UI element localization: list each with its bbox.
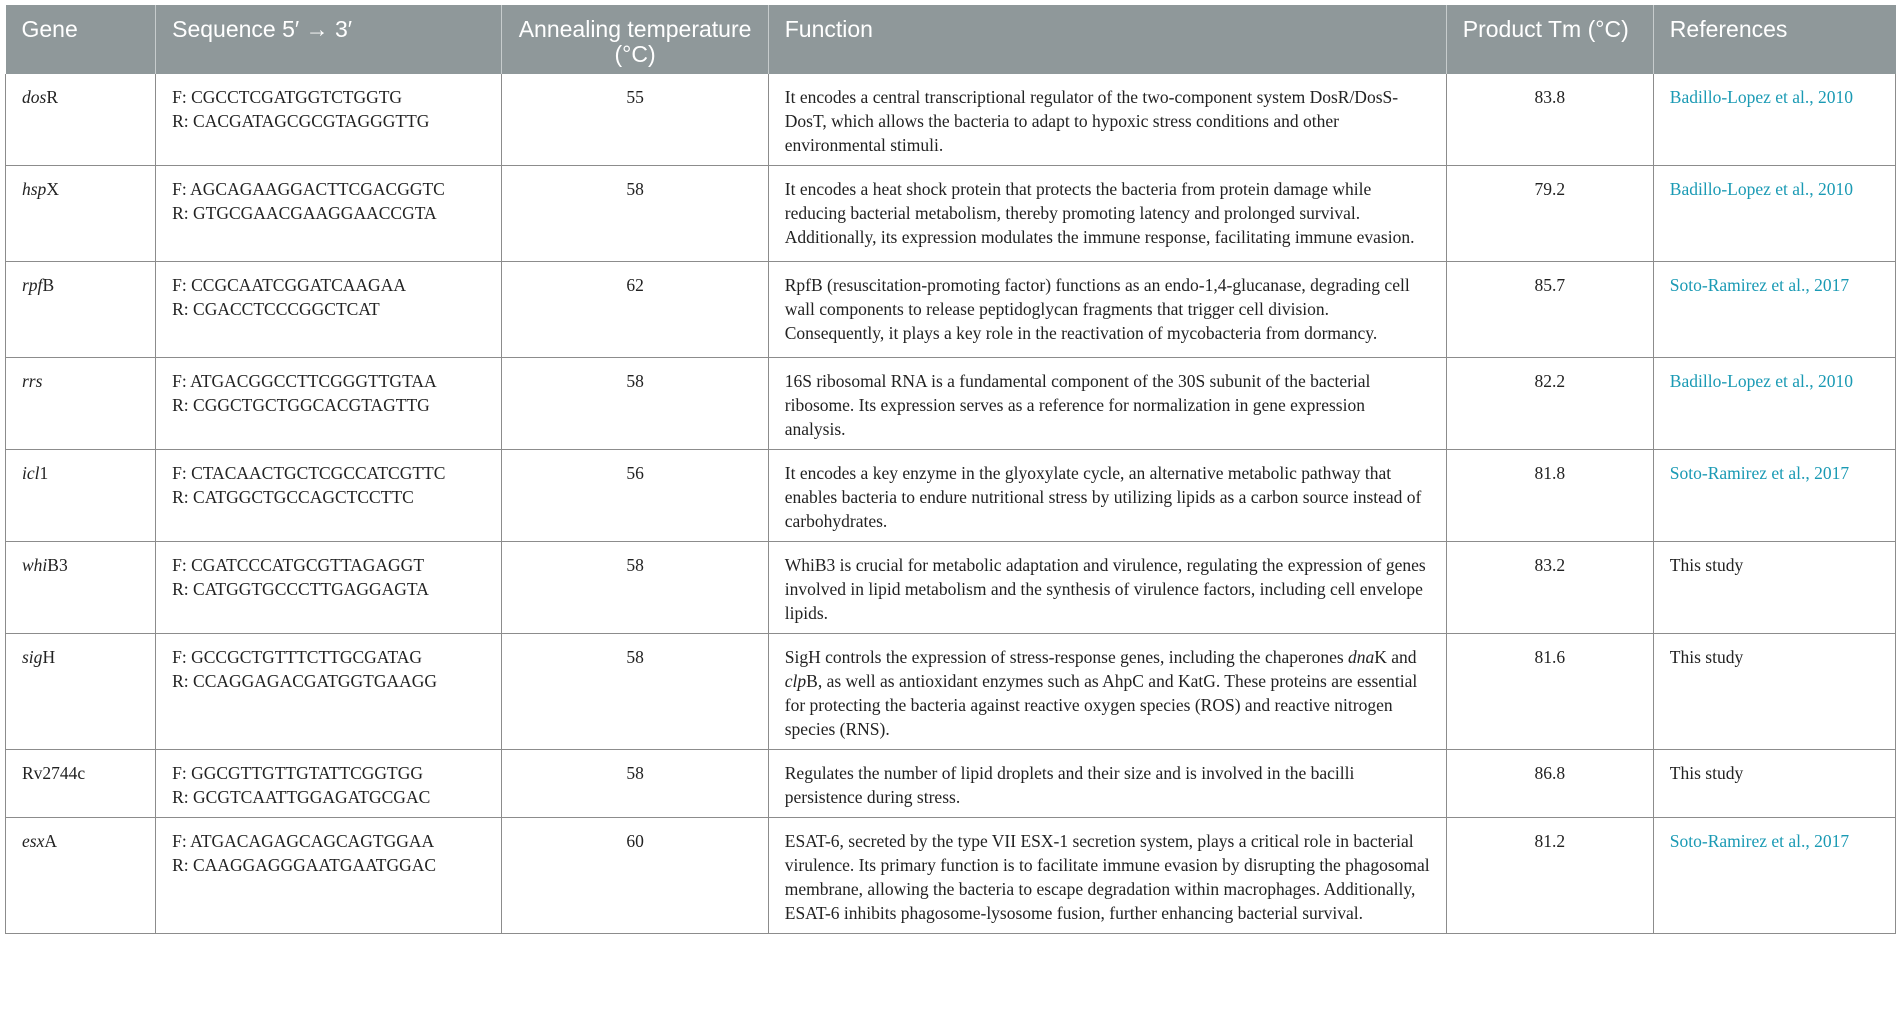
tm-cell: 79.2 xyxy=(1446,166,1653,262)
tm-cell: 81.8 xyxy=(1446,450,1653,542)
forward-primer: F: ATGACGGCCTTCGGGTTGTAA xyxy=(172,371,437,391)
function-cell: It encodes a central transcriptional regulator of the two-component system DosR/DosS-DosT, which allows the bacteria to adapt to hypoxic stress conditions and other environmental stimuli. xyxy=(768,74,1446,166)
function-cell xyxy=(768,634,1446,750)
reference-cell xyxy=(1653,358,1895,450)
header-row xyxy=(6,5,1896,74)
annealing-cell: 58 xyxy=(502,542,768,634)
forward-primer: F: CCGCAATCGGATCAAGAA xyxy=(172,275,406,295)
reverse-primer: R: GCGTCAATTGGAGATGCGAC xyxy=(172,787,431,807)
table-row xyxy=(6,166,1896,262)
reverse-primer: R: CGACCTCCCGGCTCAT xyxy=(172,299,380,319)
gene-name-italic: sig xyxy=(22,647,43,667)
sequence-cell xyxy=(156,542,502,634)
header-annealing: Annealing temperature (°C) xyxy=(502,5,768,74)
sequence-cell xyxy=(156,358,502,450)
annealing-cell: 58 xyxy=(502,166,768,262)
reference-cell xyxy=(1653,262,1895,358)
gene-cell xyxy=(6,542,156,634)
tm-cell: 83.8 xyxy=(1446,74,1653,166)
reference-link[interactable]: Soto-Ramirez et al., 2017 xyxy=(1669,463,1850,483)
tm-cell: 81.6 xyxy=(1446,634,1653,750)
header-function: Function xyxy=(768,5,1446,74)
function-cell: ESAT-6, secreted by the type VII ESX-1 secretion system, plays a critical role in bacterial virulence. Its primary function is to facilitate immune evasion by disrupting the phagosomal membrane, allowing the bacteria to escape degradation within macrophages. Additionally, ESAT-6 inhibits phagosome-lysosome fusion, further enhancing bacterial survival. xyxy=(768,818,1446,934)
header-references: References xyxy=(1653,5,1895,74)
gene-name-italic: icl xyxy=(22,463,40,483)
gene-name-suffix: 1 xyxy=(39,463,49,483)
function-gene-italic: dna xyxy=(1348,647,1375,667)
reference-text: This study xyxy=(1669,647,1744,667)
function-text-part: K and xyxy=(1374,647,1417,667)
header-sequence: Sequence 5′ → 3′ xyxy=(156,5,502,74)
tm-cell: 86.8 xyxy=(1446,750,1653,818)
table-row xyxy=(6,74,1896,166)
primer-table xyxy=(5,5,1896,934)
reference-cell xyxy=(1653,750,1895,818)
reference-text: This study xyxy=(1669,555,1744,575)
gene-name-suffix: B3 xyxy=(47,555,68,575)
sequence-cell xyxy=(156,450,502,542)
forward-primer: F: ATGACAGAGCAGCAGTGGAA xyxy=(172,831,435,851)
reverse-primer: R: CATGGCTGCCAGCTCCTTC xyxy=(172,487,414,507)
function-cell: It encodes a key enzyme in the glyoxylate cycle, an alternative metabolic pathway that enables bacteria to endure nutritional stress by utilizing lipids as a carbon source instead of carbohydrates. xyxy=(768,450,1446,542)
table-row xyxy=(6,358,1896,450)
reverse-primer: R: CAAGGAGGGAATGAATGGAC xyxy=(172,855,437,875)
tm-cell: 81.2 xyxy=(1446,818,1653,934)
reference-cell xyxy=(1653,542,1895,634)
header-product-tm: Product Tm (°C) xyxy=(1446,5,1653,74)
reference-link[interactable]: Badillo-Lopez et al., 2010 xyxy=(1669,87,1854,107)
gene-cell xyxy=(6,74,156,166)
gene-name-suffix: B xyxy=(42,275,55,295)
sequence-cell xyxy=(156,634,502,750)
forward-primer: F: GCCGCTGTTTCTTGCGATAG xyxy=(172,647,423,667)
function-gene-italic: clp xyxy=(784,671,807,691)
sequence-cell xyxy=(156,818,502,934)
reference-link[interactable]: Soto-Ramirez et al., 2017 xyxy=(1669,275,1850,295)
reference-cell xyxy=(1653,818,1895,934)
gene-name-suffix: X xyxy=(46,179,59,199)
table-row xyxy=(6,450,1896,542)
primer-table-container xyxy=(5,5,1896,934)
annealing-cell: 58 xyxy=(502,634,768,750)
function-cell: It encodes a heat shock protein that protects the bacteria from protein damage while reducing bacterial metabolism, thereby promoting latency and prolonged survival. Additionally, its expression modulates the immune response, facilitating immune evasion. xyxy=(768,166,1446,262)
gene-cell xyxy=(6,818,156,934)
reference-cell xyxy=(1653,166,1895,262)
table-row xyxy=(6,750,1896,818)
gene-name-suffix: Rv2744c xyxy=(22,763,86,783)
gene-name-italic: dos xyxy=(22,87,47,107)
reverse-primer: R: CCAGGAGACGATGGTGAAGG xyxy=(172,671,438,691)
annealing-cell: 55 xyxy=(502,74,768,166)
gene-name-italic: whi xyxy=(22,555,48,575)
sequence-cell xyxy=(156,166,502,262)
function-cell: RpfB (resuscitation-promoting factor) functions as an endo-1,4-glucanase, degrading cell wall components to release peptidoglycan fragments that trigger cell division. Consequently, it plays a key role in the reactivation of mycobacteria from dormancy. xyxy=(768,262,1446,358)
annealing-cell: 60 xyxy=(502,818,768,934)
gene-name-italic: rpf xyxy=(22,275,43,295)
gene-name-italic: esx xyxy=(22,831,45,851)
tm-cell: 82.2 xyxy=(1446,358,1653,450)
forward-primer: F: CTACAACTGCTCGCCATCGTTC xyxy=(172,463,446,483)
reverse-primer: R: CGGCTGCTGGCACGTAGTTG xyxy=(172,395,430,415)
gene-cell xyxy=(6,450,156,542)
table-row xyxy=(6,818,1896,934)
gene-cell xyxy=(6,166,156,262)
gene-cell xyxy=(6,750,156,818)
function-text-part: B, as well as antioxidant enzymes such as AhpC and KatG. These proteins are essential for protecting the bacteria against reactive oxygen species (ROS) and reactive nitrogen species (RNS). xyxy=(784,671,1418,739)
reference-link[interactable]: Badillo-Lopez et al., 2010 xyxy=(1669,371,1854,391)
header-gene: Gene xyxy=(6,5,156,74)
tm-cell: 83.2 xyxy=(1446,542,1653,634)
gene-name-italic: hsp xyxy=(22,179,47,199)
sequence-cell xyxy=(156,74,502,166)
gene-name-suffix: H xyxy=(42,647,56,667)
annealing-cell: 58 xyxy=(502,750,768,818)
forward-primer: F: AGCAGAAGGACTTCGACGGTC xyxy=(172,179,445,199)
forward-primer: F: CGCCTCGATGGTCTGGTG xyxy=(172,87,403,107)
reference-link[interactable]: Soto-Ramirez et al., 2017 xyxy=(1669,831,1850,851)
reverse-primer: R: CATGGTGCCCTTGAGGAGTA xyxy=(172,579,429,599)
tm-cell: 85.7 xyxy=(1446,262,1653,358)
table-row xyxy=(6,634,1896,750)
function-cell: WhiB3 is crucial for metabolic adaptation and virulence, regulating the expression of genes involved in lipid metabolism and the synthesis of virulence factors, including cell envelope lipids. xyxy=(768,542,1446,634)
sequence-cell xyxy=(156,262,502,358)
function-cell: Regulates the number of lipid droplets and their size and is involved in the bacilli persistence during stress. xyxy=(768,750,1446,818)
reference-link[interactable]: Badillo-Lopez et al., 2010 xyxy=(1669,179,1854,199)
gene-cell xyxy=(6,634,156,750)
forward-primer: F: CGATCCCATGCGTTAGAGGT xyxy=(172,555,425,575)
gene-cell xyxy=(6,262,156,358)
gene-name-suffix: R xyxy=(46,87,58,107)
sequence-cell xyxy=(156,750,502,818)
reference-cell xyxy=(1653,450,1895,542)
table-row xyxy=(6,542,1896,634)
function-text-part: SigH controls the expression of stress-response genes, including the chaperones xyxy=(784,647,1349,667)
forward-primer: F: GGCGTTGTTGTATTCGGTGG xyxy=(172,763,423,783)
reference-text: This study xyxy=(1669,763,1744,783)
table-row xyxy=(6,262,1896,358)
gene-cell xyxy=(6,358,156,450)
gene-name-suffix: A xyxy=(44,831,57,851)
gene-name-italic: rrs xyxy=(22,371,43,391)
reference-cell xyxy=(1653,74,1895,166)
annealing-cell: 58 xyxy=(502,358,768,450)
annealing-cell: 62 xyxy=(502,262,768,358)
reverse-primer: R: CACGATAGCGCGTAGGGTTG xyxy=(172,111,430,131)
reference-cell xyxy=(1653,634,1895,750)
function-cell: 16S ribosomal RNA is a fundamental component of the 30S subunit of the bacterial ribosome. Its expression serves as a reference for normalization in gene expression analysis. xyxy=(768,358,1446,450)
annealing-cell: 56 xyxy=(502,450,768,542)
reverse-primer: R: GTGCGAACGAAGGAACCGTA xyxy=(172,203,437,223)
